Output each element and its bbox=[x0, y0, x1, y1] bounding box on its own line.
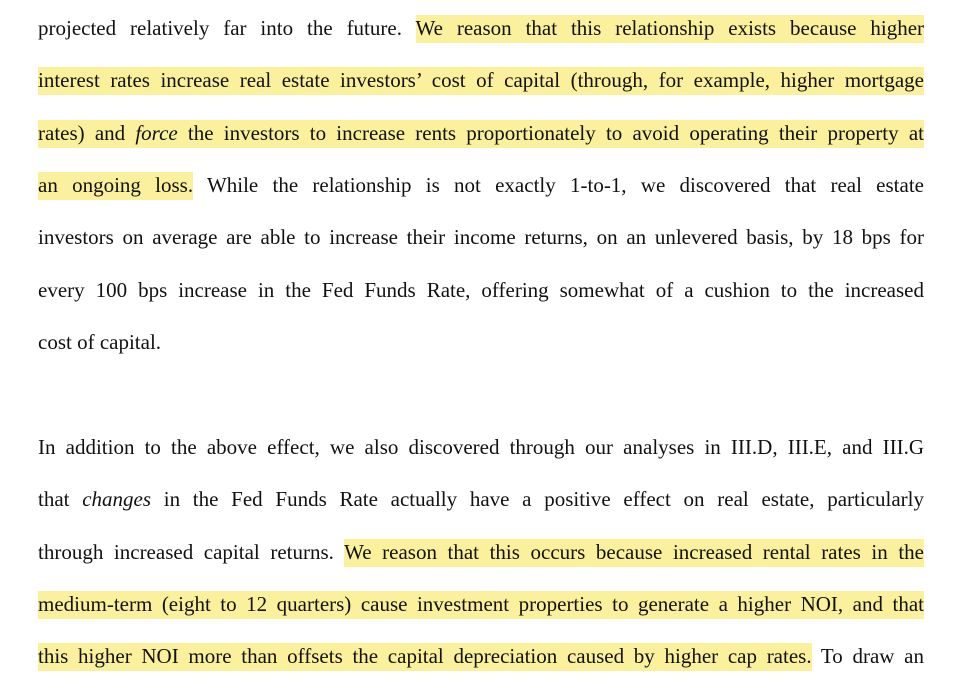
highlighted-text[interactable]: We reason that this relationship exists because higher bbox=[416, 15, 925, 43]
italic-emphasis: force bbox=[135, 121, 178, 145]
body-text: in the Fed Funds Rate actually have a positive effect on real estate, particularly bbox=[151, 487, 924, 511]
paragraph-1-line-4 bbox=[38, 170, 924, 200]
highlighted-text[interactable]: medium-term (eight to 12 quarters) cause investment properties to generate a higher NOI, and that bbox=[38, 591, 924, 619]
paragraph-2-line-5 bbox=[38, 641, 924, 671]
highlighted-text[interactable]: interest rates increase real estate investors’ cost of capital (through, for example, higher mortgage bbox=[38, 67, 924, 95]
body-text: that bbox=[38, 487, 83, 511]
paragraph-1-line-2 bbox=[38, 65, 924, 95]
highlighted-text[interactable]: an ongoing loss. bbox=[38, 172, 193, 200]
body-text: every 100 bps increase in the Fed Funds Rate, offering somewhat of a cushion to the increased bbox=[38, 278, 924, 302]
body-text: investors on average are able to increase their income returns, on an unlevered basis, by 18 bps for bbox=[38, 225, 924, 249]
highlighted-text[interactable]: the investors to increase rents proportionately to avoid operating their property at bbox=[178, 120, 924, 148]
highlighted-text[interactable]: We reason that this occurs because increased rental rates in the bbox=[344, 539, 924, 567]
paragraph-2-line-1 bbox=[38, 432, 924, 462]
body-text: cost of capital. bbox=[38, 330, 162, 354]
paragraph-1-line-7 bbox=[38, 327, 924, 357]
paragraph-1-line-3 bbox=[38, 118, 924, 148]
body-text: projected relatively far into the future. bbox=[38, 16, 416, 40]
highlighted-text-italic[interactable] bbox=[135, 120, 177, 148]
body-text: To draw an bbox=[811, 644, 924, 668]
paragraph-1-line-5 bbox=[38, 222, 924, 252]
italic-emphasis: changes bbox=[82, 487, 152, 511]
highlighted-text[interactable]: this higher NOI more than offsets the capital depreciation caused by higher cap rates. bbox=[38, 643, 812, 671]
paragraph-1-line-6 bbox=[38, 275, 924, 305]
body-text: through increased capital returns. bbox=[38, 540, 345, 564]
body-text: While the relationship is not exactly 1-to-1, we discovered that real estate bbox=[193, 173, 924, 197]
highlighted-text[interactable]: rates) and bbox=[38, 120, 135, 148]
paragraph-1-line-1 bbox=[38, 13, 924, 43]
paragraph-2-line-3 bbox=[38, 537, 924, 567]
paragraph-2-line-2 bbox=[38, 484, 924, 514]
paragraph-2-line-4 bbox=[38, 589, 924, 619]
body-text: In addition to the above effect, we also discovered through our analyses in III.D, III.E, and III.G bbox=[38, 435, 924, 459]
